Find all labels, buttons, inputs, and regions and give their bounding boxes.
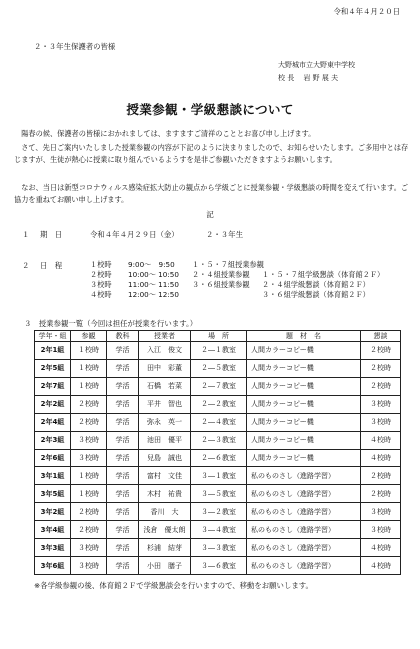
- header-topic: 題 材 名: [247, 331, 361, 342]
- observation-period-cell: １校時: [71, 359, 107, 377]
- section-schedule-label: 日 程: [40, 261, 63, 270]
- meeting-period-cell: ２校時: [361, 377, 401, 395]
- sender-name: 校 長 岩 野 展 夫: [278, 74, 339, 82]
- meeting-period-cell: ４校時: [361, 431, 401, 449]
- meeting-period-cell: ４校時: [361, 539, 401, 557]
- location-cell: ２―２教室: [191, 395, 247, 413]
- observation-period-cell: ２校時: [71, 413, 107, 431]
- teacher-cell: 池田 優平: [139, 431, 191, 449]
- schedule-meeting: ２・４組学級懇談（体育館２Ｆ）: [262, 280, 370, 289]
- teacher-cell: 杉浦 結芽: [139, 539, 191, 557]
- class-cell: 3年1組: [35, 467, 71, 485]
- subject-cell: 学活: [107, 359, 139, 377]
- table-row: [35, 342, 401, 360]
- topic-cell: 私のものさし（進路学習）: [247, 557, 361, 575]
- teacher-cell: 小田 膳子: [139, 557, 191, 575]
- subject-cell: 学活: [107, 467, 139, 485]
- topic-cell: 人間カラーコピー機: [247, 395, 361, 413]
- subject-cell: 学活: [107, 449, 139, 467]
- table-row: [35, 395, 401, 413]
- class-cell: 2年3組: [35, 431, 71, 449]
- observation-period-cell: ３校時: [71, 539, 107, 557]
- topic-cell: 人間カラーコピー機: [247, 449, 361, 467]
- schedule-time: 12:00～ 12:50: [128, 290, 179, 299]
- table-row: [35, 359, 401, 377]
- observation-table-title: ３ 授業参観一覧（今回は担任が授業を行います。）: [24, 319, 198, 328]
- schedule-period: ４校時: [90, 290, 112, 299]
- observation-period-cell: ３校時: [71, 431, 107, 449]
- teacher-cell: 兒島 誠也: [139, 449, 191, 467]
- observation-table: [34, 330, 401, 575]
- topic-cell: 人間カラーコピー機: [247, 359, 361, 377]
- table-row: [35, 503, 401, 521]
- meeting-period-cell: ２校時: [361, 485, 401, 503]
- location-cell: ３―５教室: [191, 485, 247, 503]
- meeting-period-cell: ３校時: [361, 521, 401, 539]
- sender-organization: 大野城市立大野東中学校: [278, 61, 355, 69]
- header-subject: 教科: [107, 331, 139, 342]
- observation-period-cell: １校時: [71, 377, 107, 395]
- teacher-cell: 石橋 若菜: [139, 377, 191, 395]
- table-row: [35, 413, 401, 431]
- location-cell: ３―４教室: [191, 521, 247, 539]
- class-cell: 3年2組: [35, 503, 71, 521]
- teacher-cell: 弥永 英一: [139, 413, 191, 431]
- teacher-cell: 入江 俊文: [139, 342, 191, 360]
- schedule-observation: ３・６組授業参観: [192, 280, 250, 289]
- table-header-row: [35, 331, 401, 342]
- table-row: [35, 485, 401, 503]
- schedule-meeting: ３・６組学級懇談（体育館２Ｆ）: [262, 290, 370, 299]
- record-label: 記: [206, 210, 214, 219]
- table-row: [35, 557, 401, 575]
- location-cell: ２―４教室: [191, 413, 247, 431]
- table-row: [35, 431, 401, 449]
- observation-period-cell: ２校時: [71, 521, 107, 539]
- class-cell: 2年5組: [35, 359, 71, 377]
- section-date-label: 期 日: [40, 230, 63, 239]
- table-row: [35, 377, 401, 395]
- observation-period-cell: ２校時: [71, 395, 107, 413]
- header-meeting: 懇談: [361, 331, 401, 342]
- location-cell: ３―２教室: [191, 503, 247, 521]
- meeting-period-cell: ４校時: [361, 557, 401, 575]
- section-date-number: １: [22, 230, 30, 239]
- subject-cell: 学活: [107, 539, 139, 557]
- meeting-period-cell: ２校時: [361, 359, 401, 377]
- observation-period-cell: １校時: [71, 467, 107, 485]
- event-date: 令和４年４月２９日（金）: [90, 230, 179, 239]
- location-cell: ３―３教室: [191, 539, 247, 557]
- topic-cell: 人間カラーコピー機: [247, 377, 361, 395]
- table-row: [35, 539, 401, 557]
- page-title: 授業参観・学級懇談について: [126, 102, 294, 117]
- class-cell: 3年3組: [35, 539, 71, 557]
- schedule-time: 9:00～ 9:50: [128, 260, 175, 269]
- observation-period-cell: ３校時: [71, 557, 107, 575]
- topic-cell: 私のものさし（進路学習）: [247, 485, 361, 503]
- schedule-observation: １・５・７組授業参観: [192, 260, 264, 269]
- header-class: 学年・組: [35, 331, 71, 342]
- location-cell: ３―１教室: [191, 467, 247, 485]
- topic-cell: 私のものさし（進路学習）: [247, 503, 361, 521]
- location-cell: ２―６教室: [191, 449, 247, 467]
- header-location: 場 所: [191, 331, 247, 342]
- table-row: [35, 467, 401, 485]
- location-cell: ２―１教室: [191, 342, 247, 360]
- subject-cell: 学活: [107, 342, 139, 360]
- subject-cell: 学活: [107, 557, 139, 575]
- subject-cell: 学活: [107, 485, 139, 503]
- schedule-meeting: １・５・７組学級懇談（体育館２Ｆ）: [262, 270, 385, 279]
- subject-cell: 学活: [107, 395, 139, 413]
- class-cell: 2年2組: [35, 395, 71, 413]
- meeting-period-cell: ４校時: [361, 449, 401, 467]
- header-teacher: 授業者: [139, 331, 191, 342]
- teacher-cell: 田中 彩董: [139, 359, 191, 377]
- topic-cell: 人間カラーコピー機: [247, 413, 361, 431]
- class-cell: 2年7組: [35, 377, 71, 395]
- paragraph-notice: なお、当日は新型コロナウィルス感染症拡大防止の観点から学級ごとに授業参観・学級懇談の時間を変えて行います。ご協力を重ねてお願い申し上げます。: [14, 183, 409, 205]
- location-cell: ２―５教室: [191, 359, 247, 377]
- schedule-time: 10:00～ 10:50: [128, 270, 179, 279]
- topic-cell: 私のものさし（進路学習）: [247, 467, 361, 485]
- meeting-period-cell: ２校時: [361, 467, 401, 485]
- class-cell: 3年4組: [35, 521, 71, 539]
- subject-cell: 学活: [107, 503, 139, 521]
- meeting-period-cell: ３校時: [361, 503, 401, 521]
- teacher-cell: 香川 大: [139, 503, 191, 521]
- schedule-period: １校時: [90, 260, 112, 269]
- paragraph-announcement: さて、先日ご案内いたしました授業参観の内容が下記のように決まりましたので、お知らせいたします。ご多用中とは存じますが、生徒が熱心に授業に取り組んでいるようすを是非ご参観いただきますようお願いします。: [14, 143, 409, 165]
- observation-period-cell: ３校時: [71, 449, 107, 467]
- target-grades: ２・３年生: [206, 230, 243, 239]
- schedule-observation: ２・４組授業参観: [192, 270, 250, 279]
- class-cell: 2年4組: [35, 413, 71, 431]
- recipient: ２・３年生保護者の皆様: [34, 42, 116, 51]
- section-schedule-number: ２: [22, 261, 30, 270]
- schedule-period: ３校時: [90, 280, 112, 289]
- location-cell: ２―７教室: [191, 377, 247, 395]
- subject-cell: 学活: [107, 431, 139, 449]
- observation-period-cell: １校時: [71, 485, 107, 503]
- footnote: ※各学級参観の後、体育館２Ｆで学級懇談会を行いますので、移動をお願いします。: [34, 581, 313, 590]
- header-observation: 参観: [71, 331, 107, 342]
- class-cell: 3年5組: [35, 485, 71, 503]
- location-cell: ２―３教室: [191, 431, 247, 449]
- teacher-cell: 平井 智也: [139, 395, 191, 413]
- subject-cell: 学活: [107, 413, 139, 431]
- teacher-cell: 木村 祐貴: [139, 485, 191, 503]
- teacher-cell: 富村 文佳: [139, 467, 191, 485]
- table-row: [35, 449, 401, 467]
- class-cell: 2年1組: [35, 342, 71, 360]
- class-cell: 2年6組: [35, 449, 71, 467]
- meeting-period-cell: ３校時: [361, 413, 401, 431]
- schedule-period: ２校時: [90, 270, 112, 279]
- subject-cell: 学活: [107, 521, 139, 539]
- subject-cell: 学活: [107, 377, 139, 395]
- observation-period-cell: １校時: [71, 342, 107, 360]
- topic-cell: 人間カラーコピー機: [247, 431, 361, 449]
- class-cell: 3年6組: [35, 557, 71, 575]
- topic-cell: 人間カラーコピー機: [247, 342, 361, 360]
- meeting-period-cell: ３校時: [361, 395, 401, 413]
- table-row: [35, 521, 401, 539]
- meeting-period-cell: ２校時: [361, 342, 401, 360]
- schedule-time: 11:00～ 11:50: [128, 280, 179, 289]
- location-cell: ３―６教室: [191, 557, 247, 575]
- topic-cell: 私のものさし（進路学習）: [247, 539, 361, 557]
- observation-period-cell: ２校時: [71, 503, 107, 521]
- teacher-cell: 浅倉 優太朗: [139, 521, 191, 539]
- topic-cell: 私のものさし（進路学習）: [247, 521, 361, 539]
- paragraph-greeting: 陽春の候、保護者の皆様におかれましては、ますますご清祥のこととお喜び申し上げます。: [21, 129, 316, 138]
- issue-date: 令和４年４月２０日: [333, 7, 400, 16]
